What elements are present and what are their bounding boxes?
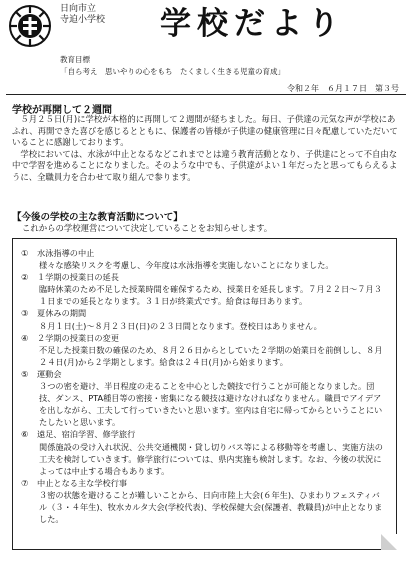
article-body bbox=[12, 114, 402, 184]
item-description: 関係施設の受け入れ状況、公共交通機関・貸し切りバス等による移動等を考慮し、実施方法の工夫を検討していきます。修学旅行については、県内実施も検討します。なお、今後の状況によっては中止する場合もあります。 bbox=[39, 441, 383, 476]
header-divider bbox=[6, 94, 406, 95]
item-title: 水泳指導の中止 bbox=[37, 248, 95, 258]
item-title: ２学期の授業日の変更 bbox=[37, 332, 119, 343]
school-name bbox=[60, 4, 105, 26]
education-goal-text: 「自ら考え 思いやりの心をもち たくましく生きる児童の育成」 bbox=[60, 67, 285, 76]
item-number: ⑦ bbox=[21, 477, 29, 488]
article-heading: 学校が再開して２週間 bbox=[12, 105, 112, 116]
item-number: ④ bbox=[21, 332, 29, 343]
item-number: ① bbox=[21, 248, 29, 258]
article-paragraph: ５月２５日(月)に学校が本格的に再開して２週間が経ちました。毎日、子供達の元気な声が学校にあふれ、再開できた喜びを感じるとともに、保護者の皆様が子供達の健康管理に日々配慮していただいていることに感謝しております。 bbox=[12, 114, 398, 148]
newsletter-title: 学校だより bbox=[160, 6, 345, 42]
item-title: １学期の授業日の延長 bbox=[37, 272, 119, 283]
item-description: 様々な感染リスクを考慮し、今年度は水泳指導を実施しないことになりました。 bbox=[39, 260, 334, 271]
item-number: ② bbox=[21, 272, 29, 283]
item-title: 遠足、宿泊学習、修学旅行 bbox=[37, 429, 136, 440]
school-emblem-icon bbox=[8, 4, 52, 48]
activities-intro: これからの学校運営について決定していることをお知らせします。 bbox=[22, 223, 273, 233]
item-description: ８月１日(土)～８月２３日(日)の２３日間となります。登校日はありません。 bbox=[39, 320, 322, 331]
activities-list bbox=[21, 247, 387, 525]
list-item bbox=[21, 307, 387, 331]
item-number: ③ bbox=[21, 308, 29, 319]
list-item bbox=[21, 271, 387, 307]
item-title: 夏休みの期間 bbox=[37, 308, 87, 319]
issue-date: 令和２年 ６月１７日 第３号 bbox=[287, 84, 399, 93]
school-label: 寺迫小学校 bbox=[60, 15, 106, 25]
activities-heading: 【今後の学校の主な教育活動について】 bbox=[12, 212, 183, 223]
item-number: ⑤ bbox=[21, 368, 29, 379]
item-title: 中止となる主な学校行事 bbox=[37, 477, 128, 488]
activities-box bbox=[12, 238, 397, 550]
list-item bbox=[21, 428, 387, 476]
item-description: ３密の状態を避けることが難しいことから、日向市陸上大会(６年生)、ひまわりフェスティバル（３・４年生)、牧水カルタ大会(学校代表)、学校保健大会(保護者、教職員)が中止となりました。 bbox=[39, 489, 383, 525]
item-description: ３つの密を避け、半日程度の走ることを中心とした競技で行うことが可能となりました。団技、ダンス、PTA種目等の密接・密集になる競技は避けなければなりません。職員でアイデアを出しながら、工夫して行っていきたいと思います。室内は自宅に帰ってからということにいたしたいと思います。 bbox=[39, 381, 383, 428]
item-title: 運動会 bbox=[37, 368, 62, 379]
list-item bbox=[21, 332, 387, 368]
item-description: 不足した授業日数の確保のため、８月２６日からとしていた２学期の始業日を前倒しし、８月２４日(月)から２学期とします。給食は２４日(月)から始まります。 bbox=[39, 344, 383, 367]
item-number: ⑥ bbox=[21, 429, 29, 440]
item-description: 臨時休業のため不足した授業時間を確保するため、授業日を延長します。７月２２日～７月３１日までの延長となります。３１日が終業式です。給食は毎日あります。 bbox=[39, 284, 382, 307]
list-item bbox=[21, 247, 387, 271]
article-paragraph: 学校においては、水泳が中止となるなどこれまでとは違う教育活動となり、子供達にとって不自由な中で学習を進めることになりました。そのような中でも、子供達がよい１年だったと思ってもらえるように、全職員力を合わせて取り組んで参ります。 bbox=[12, 148, 398, 182]
education-goal-label: 教育目標 bbox=[60, 55, 90, 64]
list-item bbox=[21, 477, 387, 525]
list-item bbox=[21, 368, 387, 428]
city-name: 日向市立 bbox=[60, 4, 97, 14]
